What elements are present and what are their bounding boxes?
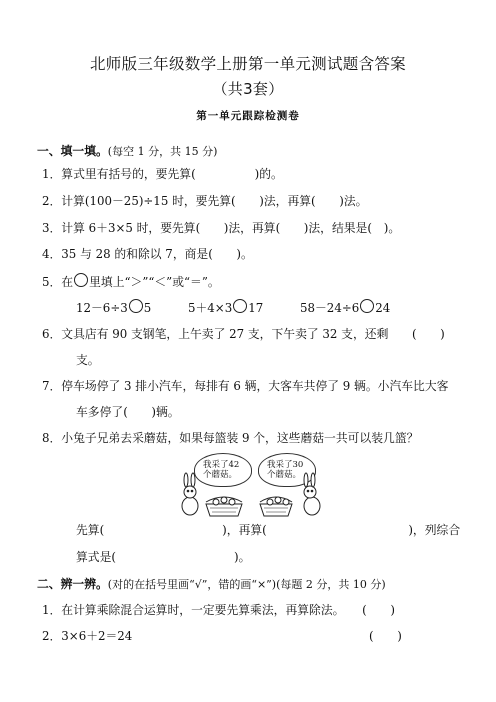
question-1-6-line1: 6．文具店有 90 支钢笔，上午卖了 27 支，下午卖了 32 支，还剩 ( ) [42, 327, 445, 341]
part2-heading: 二、辨一辨。 [37, 577, 108, 591]
question-1-8-answer-line2: 算式是( )。 [76, 550, 251, 564]
section-title: 第一单元跟踪检测卷 [196, 110, 300, 122]
question-2-2-paren: ( ) [369, 629, 402, 643]
question-1-3: 3．计算 6＋3×5 时，要先算( )法，再算( )法，结果是( )。 [42, 221, 401, 235]
basket-icon [260, 497, 292, 516]
part1-heading: 一、填一填。 [37, 144, 108, 158]
question-2-2-text: 2．3×6＋2＝24 [42, 629, 133, 643]
compare-circle-icon [129, 299, 143, 313]
speech-bubble-left: 我采了42个蘑菇。 [194, 453, 252, 487]
question-1-1: 1．算式里有括号的，要先算( )的。 [42, 167, 283, 181]
basket-icon [206, 497, 242, 516]
rabbit-icon [304, 473, 320, 515]
question-1-2: 2．计算(100－25)÷15 时，要先算( )法，再算( )法。 [42, 194, 368, 208]
page-subtitle: （共3套） [212, 80, 284, 98]
q5-a-right: 5 [143, 301, 152, 315]
part2-heading-note: (对的在括号里画“√”，错的画“×”)(每题 2 分，共 10 分) [107, 578, 386, 591]
q5-c-left: 58－24÷6 [300, 301, 360, 315]
question-1-7-line2: 车多停了( )辆。 [76, 405, 180, 419]
question-1-8-answer-line1: 先算( )，再算( )，列综合 [76, 523, 461, 537]
question-2-1: 1．在计算乘除混合运算时，一定要先算乘法，再算除法。 ( ) [42, 603, 395, 617]
blank-circle-icon [74, 273, 88, 287]
part1-heading-note: (每空 1 分，共 15 分) [107, 145, 218, 158]
compare-circle-icon [233, 299, 247, 313]
part1-heading-row [37, 143, 217, 160]
question-1-7-line1: 7．停车场停了 3 排小汽车，每排有 6 辆，大客车共停了 9 辆。小汽车比大客 [42, 379, 449, 393]
q5-suffix: 里填上“＞”“＜”或“＝”。 [89, 275, 220, 289]
q5-expression-c [300, 299, 390, 316]
compare-circle-icon [360, 299, 374, 313]
q5-b-right: 17 [248, 301, 264, 315]
speech-bubble-right: 我采了30个蘑菇。 [258, 453, 316, 487]
q5-b-left: 5＋4×3 [188, 301, 233, 315]
q5-expression-b [188, 299, 263, 316]
question-1-5 [42, 273, 220, 290]
question-1-8: 8．小兔子兄弟去采蘑菇，如果每篮装 9 个，这些蘑菇一共可以装几篮？ [42, 431, 419, 445]
question-1-6-line2: 支。 [76, 353, 100, 367]
page-title: 北师版三年级数学上册第一单元测试题含答案 [89, 55, 406, 73]
question-1-4: 4．35 与 28 的和除以 7，商是( )。 [42, 247, 253, 261]
rabbit-mushroom-illustration [176, 470, 326, 520]
q5-c-right: 24 [375, 301, 391, 315]
q5-prefix: 5．在 [42, 275, 74, 289]
q5-expression-a [76, 299, 151, 316]
rabbit-icon [182, 473, 198, 515]
q5-a-left: 12－6÷3 [76, 301, 128, 315]
part2-heading-row [37, 576, 386, 593]
